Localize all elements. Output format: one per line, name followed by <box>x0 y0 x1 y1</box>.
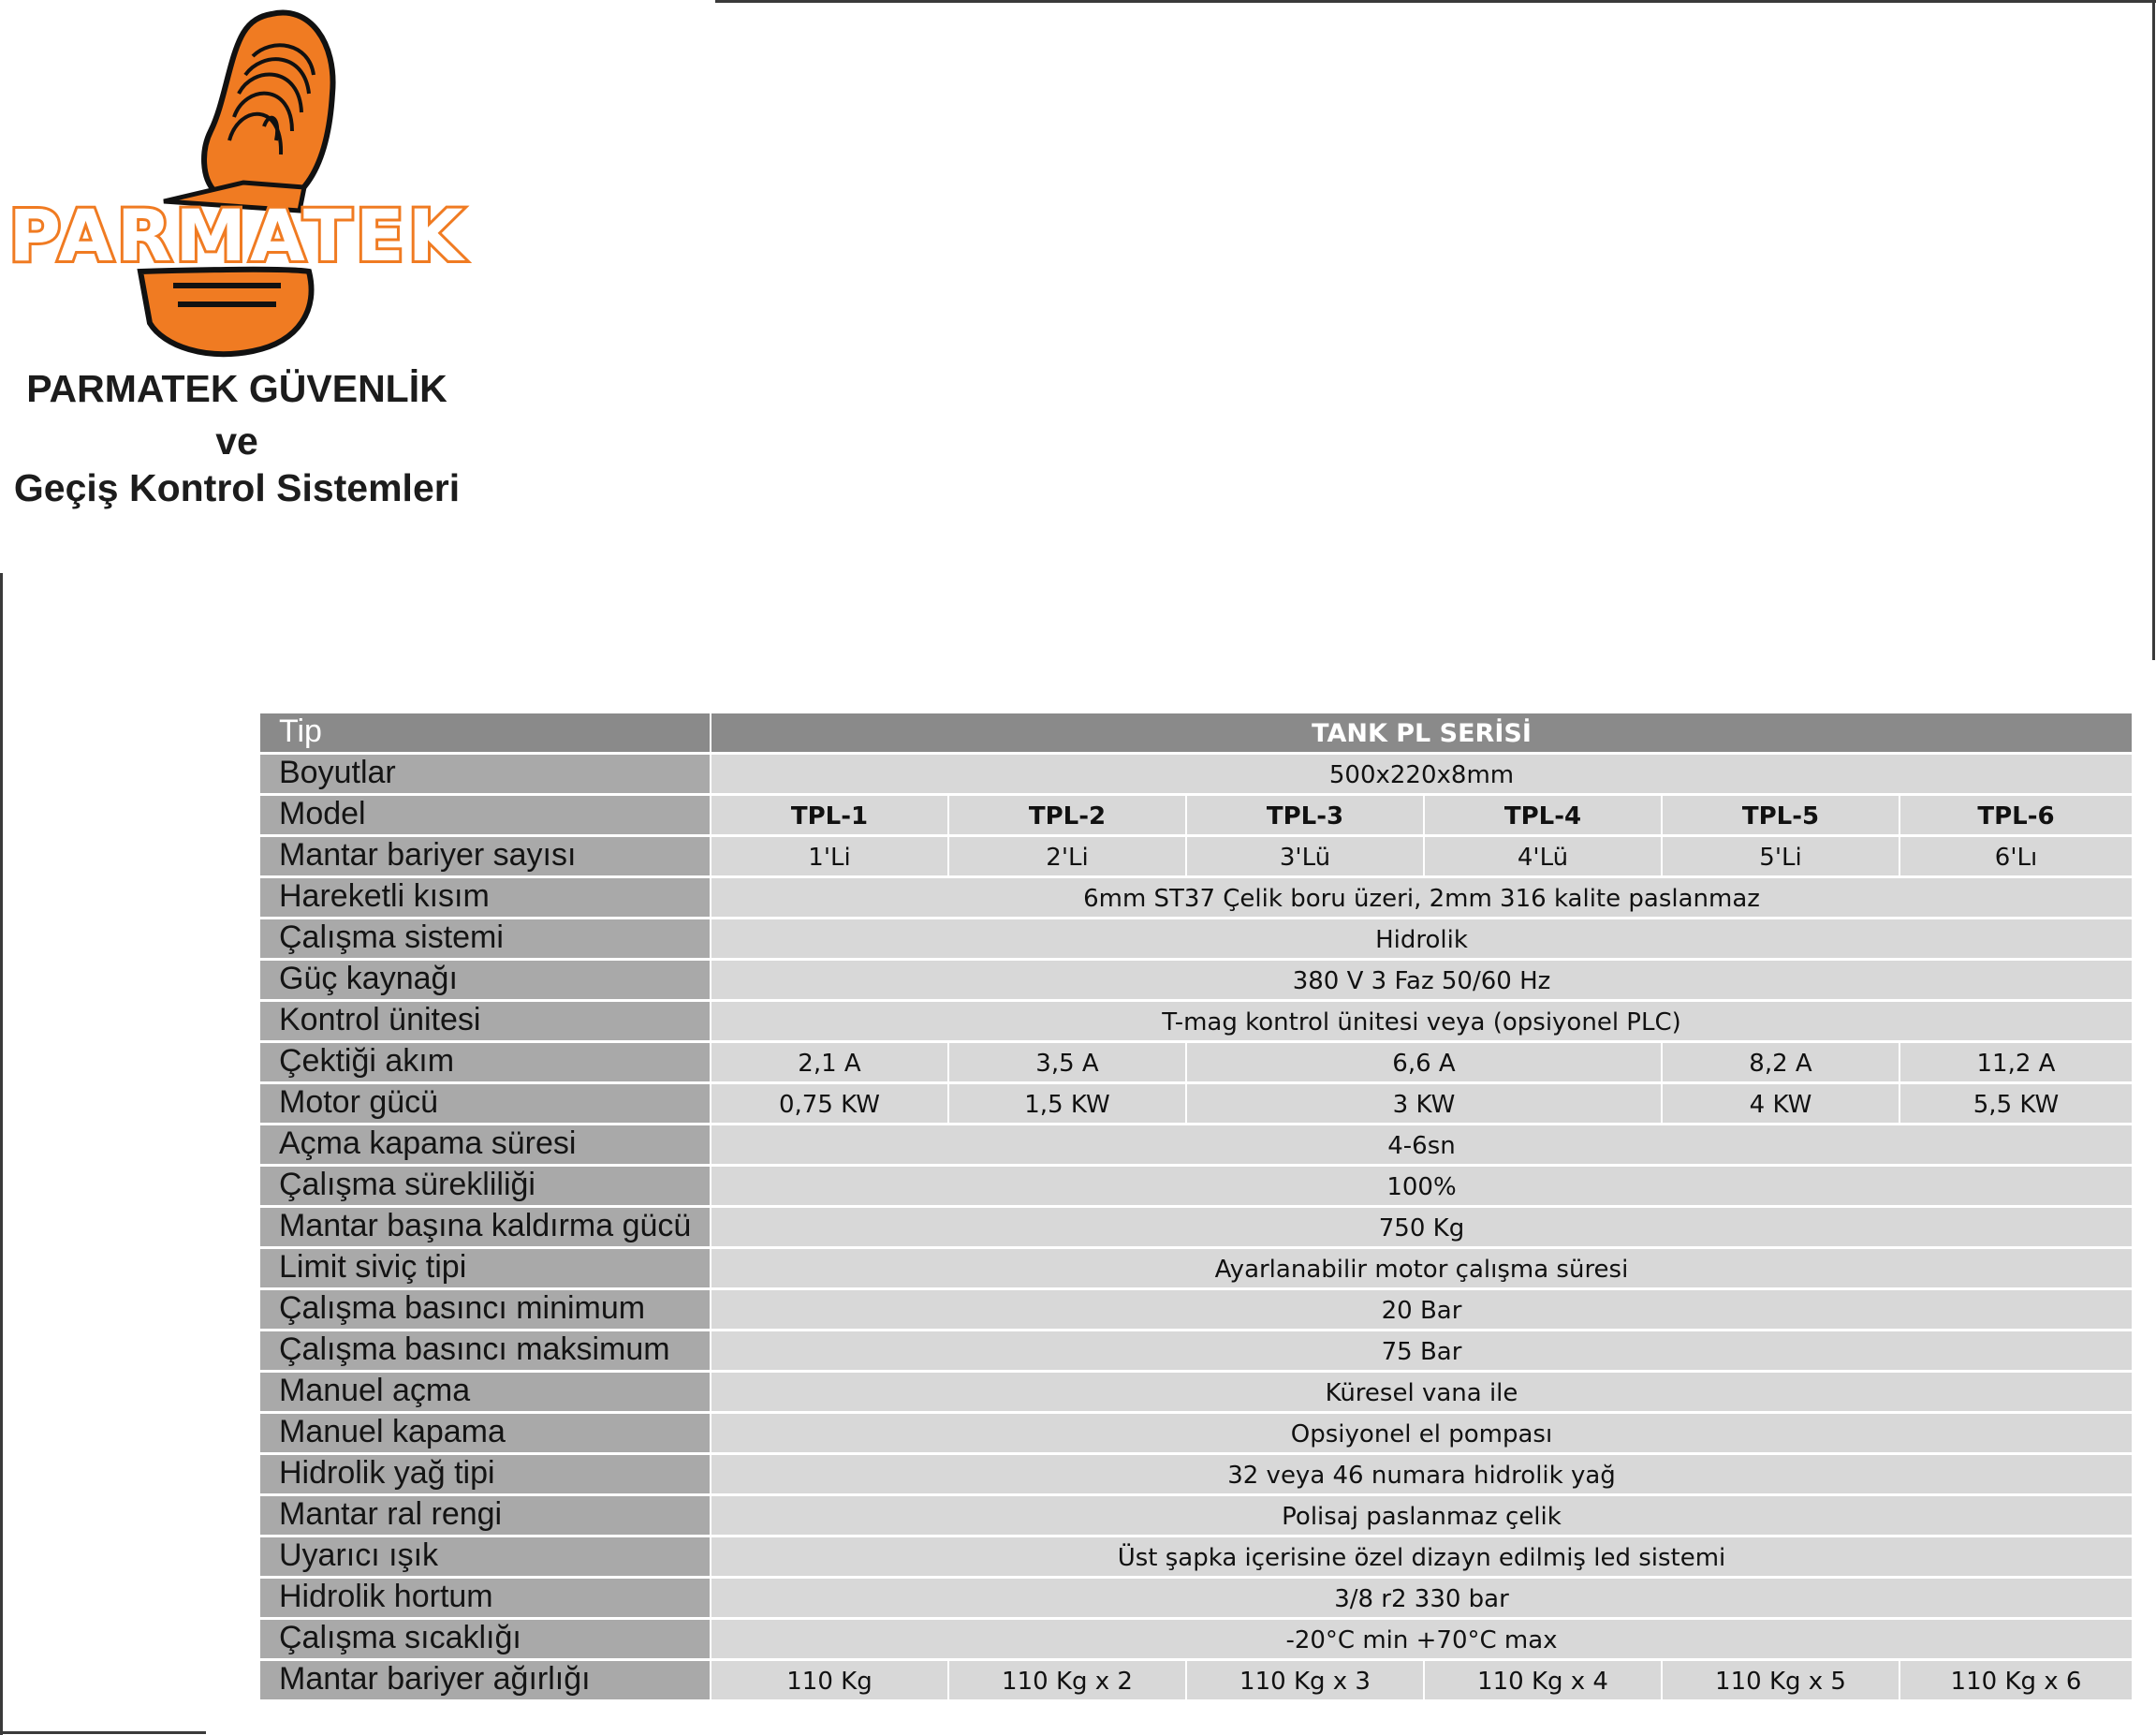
company-name-line2: ve <box>215 419 258 463</box>
row-value: 380 V 3 Faz 50/60 Hz <box>711 961 2132 999</box>
row-value: 4'Lü <box>1425 837 1661 875</box>
row-label: Mantar bariyer ağırlığı <box>260 1661 710 1699</box>
row-value: 4 KW <box>1663 1084 1899 1123</box>
row-label: Çalışma sıcaklığı <box>260 1620 710 1658</box>
model-cell: TPL-5 <box>1663 796 1899 834</box>
row-value: 6mm ST37 Çelik boru üzeri, 2mm 316 kalite paslanmaz <box>711 878 2132 917</box>
row-value: 6,6 A <box>1187 1043 1661 1081</box>
row-value: 3'Lü <box>1187 837 1423 875</box>
table-row <box>260 1414 2132 1454</box>
row-label: Manuel kapama <box>260 1414 710 1452</box>
table-row <box>260 1084 2132 1125</box>
company-name-line3: Geçiş Kontrol Sistemleri <box>13 466 461 509</box>
row-value: 1,5 KW <box>949 1084 1185 1123</box>
frame-left-line <box>0 573 3 1735</box>
logo-wordmark: PARMATEK <box>8 194 467 277</box>
row-value: 3,5 A <box>949 1043 1185 1081</box>
row-label: Hidrolik yağ tipi <box>260 1455 710 1493</box>
table-row <box>260 1455 2132 1495</box>
row-value: 11,2 A <box>1900 1043 2132 1081</box>
row-label: Güç kaynağı <box>260 961 710 999</box>
row-value: 6'Lı <box>1900 837 2132 875</box>
fingerprint-icon <box>0 0 477 375</box>
row-value: 750 Kg <box>711 1208 2132 1246</box>
model-cell: TPL-6 <box>1900 796 2132 834</box>
row-value: 75 Bar <box>711 1331 2132 1370</box>
series-title: TANK PL SERİSİ <box>711 713 2132 752</box>
table-row <box>260 1208 2132 1248</box>
row-label: Hareketli kısım <box>260 878 710 917</box>
table-row <box>260 1661 2132 1701</box>
row-value: 3 KW <box>1187 1084 1661 1123</box>
table-row <box>260 961 2132 1001</box>
row-label: Çektiği akım <box>260 1043 710 1081</box>
row-value: 110 Kg <box>711 1661 947 1699</box>
row-value: 110 Kg x 3 <box>1187 1661 1423 1699</box>
row-value: 110 Kg x 4 <box>1425 1661 1661 1699</box>
row-value: 110 Kg x 2 <box>949 1661 1185 1699</box>
row-label: Çalışma basıncı minimum <box>260 1290 710 1329</box>
row-label: Boyutlar <box>260 755 710 793</box>
table-row <box>260 1290 2132 1331</box>
row-value: Polisaj paslanmaz çelik <box>711 1496 2132 1535</box>
table-row <box>260 1167 2132 1207</box>
row-value: 20 Bar <box>711 1290 2132 1329</box>
table-row <box>260 878 2132 919</box>
model-cell: TPL-3 <box>1187 796 1423 834</box>
row-value: 5'Li <box>1663 837 1899 875</box>
row-label: Manuel açma <box>260 1373 710 1411</box>
model-cell: TPL-2 <box>949 796 1185 834</box>
table-header-row <box>260 713 2132 754</box>
table-row <box>260 1496 2132 1537</box>
row-label: Çalışma sistemi <box>260 919 710 958</box>
table-row <box>260 1579 2132 1619</box>
row-label: Motor gücü <box>260 1084 710 1123</box>
row-label: Limit siviç tipi <box>260 1249 710 1287</box>
row-label: Tip <box>260 713 710 752</box>
company-name-line1: PARMATEK GÜVENLİK <box>26 367 447 410</box>
company-logo <box>0 0 477 524</box>
row-value: 3/8 r2 330 bar <box>711 1579 2132 1617</box>
row-label: Mantar ral rengi <box>260 1496 710 1535</box>
table-row <box>260 1043 2132 1083</box>
model-cell: TPL-1 <box>711 796 947 834</box>
row-value: 110 Kg x 5 <box>1663 1661 1899 1699</box>
row-value: 8,2 A <box>1663 1043 1899 1081</box>
table-row <box>260 919 2132 960</box>
frame-top-line <box>715 0 2156 3</box>
model-cell: TPL-4 <box>1425 796 1661 834</box>
row-label: Uyarıcı ışık <box>260 1537 710 1576</box>
row-value: 0,75 KW <box>711 1084 947 1123</box>
row-label: Kontrol ünitesi <box>260 1002 710 1040</box>
row-label: Açma kapama süresi <box>260 1125 710 1164</box>
row-value: -20°C min +70°C max <box>711 1620 2132 1658</box>
frame-right-line <box>2152 0 2155 660</box>
row-value: Ayarlanabilir motor çalışma süresi <box>711 1249 2132 1287</box>
row-value: 100% <box>711 1167 2132 1205</box>
table-row <box>260 1373 2132 1413</box>
table-row <box>260 1002 2132 1042</box>
row-value: 32 veya 46 numara hidrolik yağ <box>711 1455 2132 1493</box>
table-row <box>260 1331 2132 1372</box>
table-row <box>260 1125 2132 1166</box>
row-value: Küresel vana ile <box>711 1373 2132 1411</box>
row-label: Hidrolik hortum <box>260 1579 710 1617</box>
row-label: Model <box>260 796 710 834</box>
row-value: 2'Li <box>949 837 1185 875</box>
row-label: Mantar bariyer sayısı <box>260 837 710 875</box>
row-label: Mantar başına kaldırma gücü <box>260 1208 710 1246</box>
row-value: T-mag kontrol ünitesi veya (opsiyonel PLC) <box>711 1002 2132 1040</box>
table-row <box>260 1620 2132 1660</box>
table-row <box>260 837 2132 877</box>
row-value: Hidrolik <box>711 919 2132 958</box>
table-row <box>260 1537 2132 1578</box>
row-value: 2,1 A <box>711 1043 947 1081</box>
row-label: Çalışma sürekliliği <box>260 1167 710 1205</box>
table-row <box>260 1249 2132 1289</box>
table-row <box>260 755 2132 795</box>
row-value: 110 Kg x 6 <box>1900 1661 2132 1699</box>
row-value: Üst şapka içerisine özel dizayn edilmiş led sistemi <box>711 1537 2132 1576</box>
row-value: Opsiyonel el pompası <box>711 1414 2132 1452</box>
row-value: 1'Li <box>711 837 947 875</box>
row-value: 5,5 KW <box>1900 1084 2132 1123</box>
row-label: Çalışma basıncı maksimum <box>260 1331 710 1370</box>
frame-bottom-line <box>0 1731 206 1734</box>
row-value: 500x220x8mm <box>711 755 2132 793</box>
row-value: 4-6sn <box>711 1125 2132 1164</box>
table-row <box>260 796 2132 836</box>
